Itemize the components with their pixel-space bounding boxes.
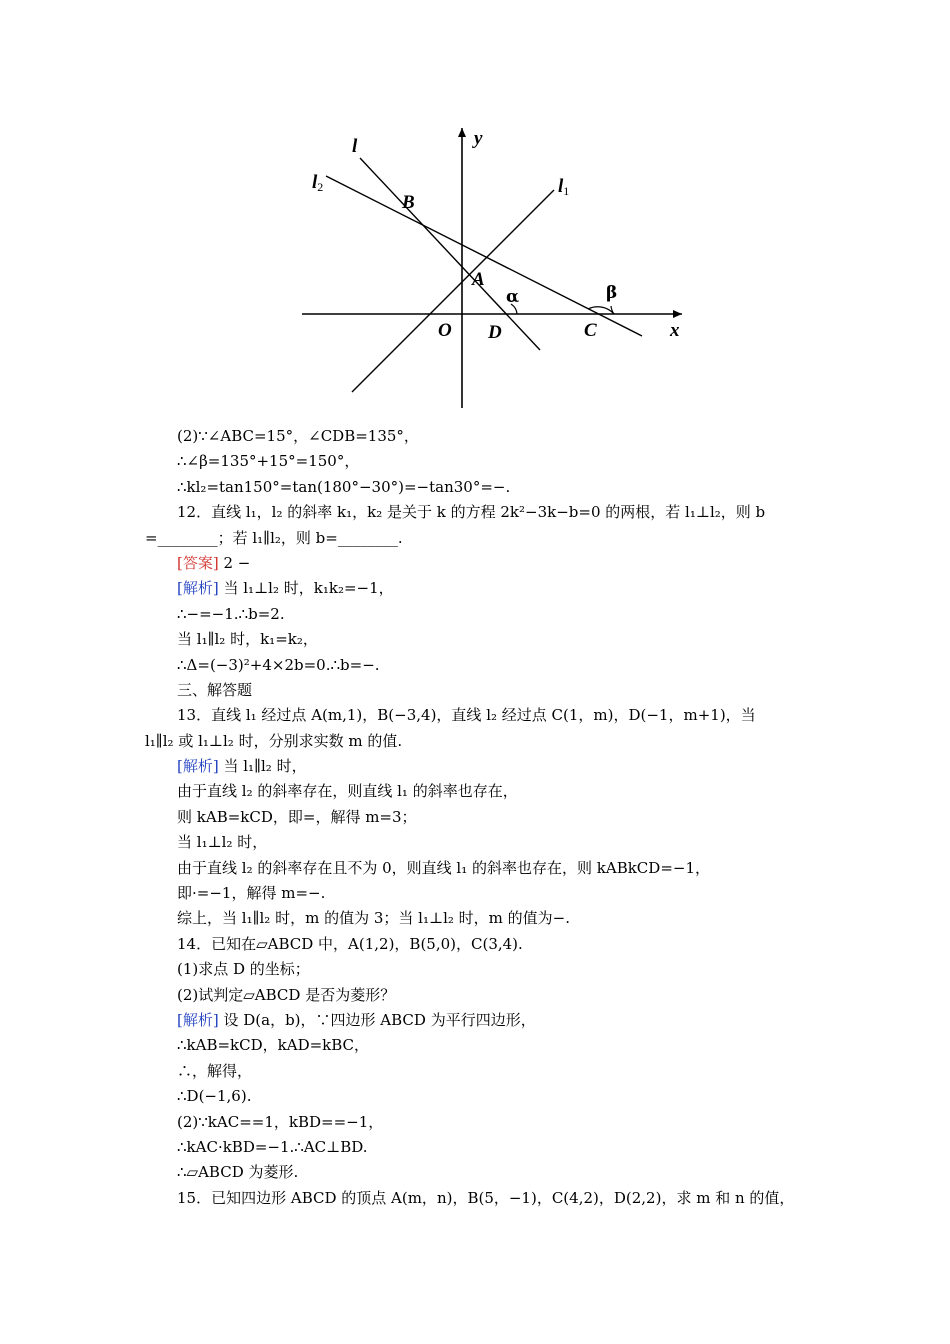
text-line: 当 l₁∥l₂ 时，k₁=k₂，: [177, 630, 318, 649]
line-l1: [352, 190, 554, 392]
text-line: 当 l₁⊥l₂ 时，: [177, 833, 268, 852]
text-line: (2)试判定▱ABCD 是否为菱形？: [177, 985, 396, 1004]
text-line: ∴，解得，: [177, 1061, 253, 1080]
text-line: 则 kAB=kCD，即=，解得 m=3；: [177, 807, 417, 826]
analysis-tag: [解析]: [177, 1010, 219, 1029]
label-line-l: l: [352, 136, 358, 157]
analysis-line: [解析] 当 l₁⊥l₂ 时，k₁k₂=−1，: [177, 579, 394, 598]
analysis-tag: [解析]: [177, 757, 219, 776]
analysis-tag: [解析]: [177, 579, 219, 598]
text-line: ∴−=−1.∴b=2.: [177, 604, 285, 623]
text-line: ∴∠β=135°+15°=150°，: [177, 452, 360, 471]
analysis-line: [解析] 当 l₁∥l₂ 时，: [177, 757, 307, 776]
label-line-l1: l1: [558, 176, 570, 198]
text-line: ∴kAC·kBD=−1.∴AC⊥BD.: [177, 1137, 368, 1156]
label-y: y: [474, 128, 483, 149]
analysis-line: [解析] 设 D(a，b)，∵四边形 ABCD 为平行四边形，: [177, 1010, 536, 1029]
text-line: (2)∵kAC==1，kBD==−1，: [177, 1112, 384, 1131]
text-line: (2)∵∠ABC=15°，∠CDB=135°，: [177, 427, 419, 445]
section-heading: 三、解答题: [177, 680, 253, 699]
text-line: 由于直线 l₂ 的斜率存在，则直线 l₁ 的斜率也存在，: [177, 782, 518, 801]
text-line: 综上，当 l₁∥l₂ 时，m 的值为 3；当 l₁⊥l₂ 时，m 的值为−.: [177, 909, 570, 928]
text-line: ∴▱ABCD 为菱形.: [177, 1163, 299, 1182]
text-line: 即·=−1，解得 m=−.: [177, 884, 326, 903]
text-line: ∴kl₂=tan150°=tan(180°−30°)=−tan30°=−.: [177, 477, 511, 496]
text-line: (1)求点 D 的坐标；: [177, 960, 310, 979]
label-point-D: D: [488, 322, 502, 343]
label-alpha: α: [506, 287, 520, 307]
coordinate-diagram: [290, 118, 690, 414]
question-13-line: 13．直线 l₁ 经过点 A(m,1)，B(−3,4)，直线 l₂ 经过点 C(1，m)，D(−1，m+1)，当: [177, 706, 756, 725]
text-line: ∴D(−1,6).: [177, 1087, 252, 1106]
geometry-figure: [290, 118, 690, 414]
label-line-l2: l2: [312, 172, 324, 194]
question-12-line: 12．直线 l₁，l₂ 的斜率 k₁，k₂ 是关于 k 的方程 2k²−3k−b=0 的两根，若 l₁⊥l₂，则 b: [177, 503, 766, 522]
answer-line: [答案] 2 −: [177, 553, 251, 572]
line-l2: [326, 176, 642, 336]
question-12-line: =________；若 l₁∥l₂，则 b=________.: [145, 528, 403, 547]
text-line: ∴Δ=(−3)²+4×2b=0.∴b=−.: [177, 655, 380, 674]
label-point-C: C: [584, 320, 597, 341]
text-line: 由于直线 l₂ 的斜率存在且不为 0，则直线 l₁ 的斜率也存在，则 kABkCD=−1，: [177, 858, 710, 877]
question-14-line: 14．已知在▱ABCD 中，A(1,2)，B(5,0)，C(3,4).: [177, 934, 523, 953]
question-13-line: l₁∥l₂ 或 l₁⊥l₂ 时，分别求实数 m 的值.: [145, 731, 403, 750]
label-beta: β: [606, 283, 618, 303]
label-origin: O: [438, 320, 452, 341]
solution-text: [145, 424, 825, 1211]
label-point-A: A: [472, 269, 485, 290]
question-15-line: 15．已知四边形 ABCD 的顶点 A(m，n)，B(5，−1)，C(4,2)，D(2,2)，求 m 和 n 的值，: [177, 1188, 795, 1207]
text-line: ∴kAB=kCD，kAD=kBC，: [177, 1036, 370, 1055]
label-point-B: B: [402, 192, 415, 213]
answer-tag: [答案]: [177, 553, 219, 572]
label-x: x: [670, 320, 680, 341]
